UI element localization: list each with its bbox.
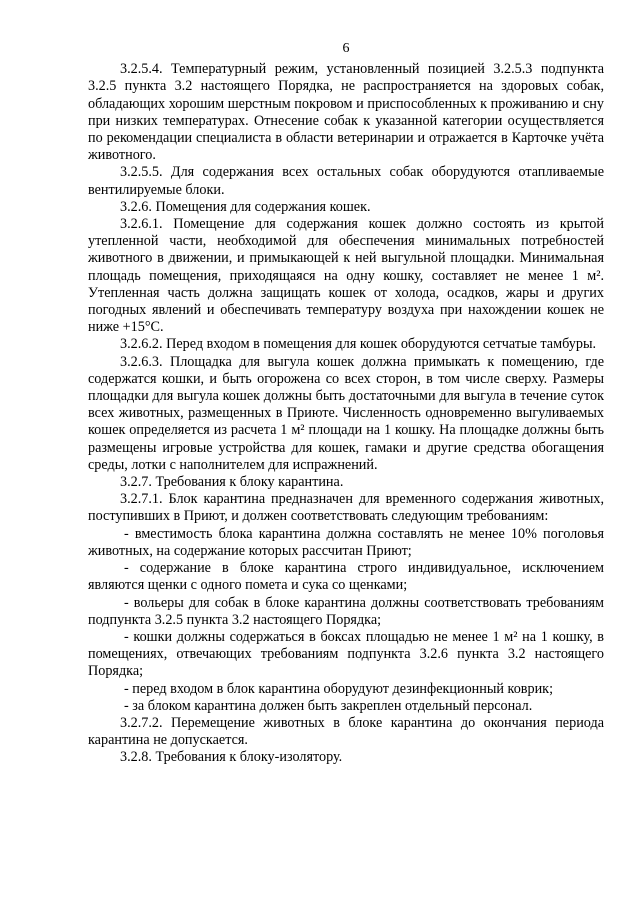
paragraph-3-2-6-3: 3.2.6.3. Площадка для выгула кошек должна примыкать к помещению, где содержатся кошки, и быть огорожена со всех сторон, в том числе сверху. Размеры площадки для выгула кошек должны быть достаточными для выгула в течение суток всех животных, размещенных в Приюте. Численность одновременно выгуливаемых кошек определяется из расчета 1 м² площади на 1 кошку. На площадке должны быть размещены игровые устройства для кошек, гамаки и другие средства обогащения среды, лотки с наполнителем для испражнений. xyxy=(88,353,604,473)
paragraph-3-2-5-4: 3.2.5.4. Температурный режим, установленный позицией 3.2.5.3 подпункта 3.2.5 пункта 3.2 настоящего Порядка, не распространяется на здоровых собак, обладающих хорошим шерстным покровом и приспособленных к проживанию и сну при низких температурах. Отнесение собак к указанной категории осуществляется по рекомендации специалиста в области ветеринарии и отражается в Карточке учёта животного. xyxy=(88,61,604,164)
paragraph-3-2-7-1: 3.2.7.1. Блок карантина предназначен для временного содержания животных, поступивших в Приют, и должен соответствовать следующим требованиям: xyxy=(88,491,604,525)
paragraph-3-2-6-1: 3.2.6.1. Помещение для содержания кошек должно состоять из крытой утепленной части, необходимой для обеспечения минимальных потребностей животного в движении, и примыкающей к ней выгульной площадки. Минимальная площадь помещения, приходящаяся на одну кошку, составляет не менее 1 м². Утепленная часть должна защищать кошек от холода, осадков, жары и других погодных явлений и обеспечивать температуру воздуха при нахождении кошек не ниже +15°С. xyxy=(88,216,604,336)
list-item-cat-boxes: - кошки должны содержаться в боксах площадью не менее 1 м² на 1 кошку, в помещениях, отвечающих требованиям подпункта 3.2.6 пункта 3.2 настоящего Порядка; xyxy=(88,628,604,680)
heading-3-2-7: 3.2.7. Требования к блоку карантина. xyxy=(120,474,344,491)
list-item-dog-enclosures: - вольеры для собак в блоке карантина должны соответствовать требованиям подпункта 3.2.5 пункта 3.2 настоящего Порядка; xyxy=(88,594,604,628)
document-page xyxy=(88,40,604,767)
page-number: 6 xyxy=(342,41,350,56)
list-item-staff: - за блоком карантина должен быть закреплен отдельный персонал. xyxy=(124,697,533,714)
paragraph-3-2-5-5: 3.2.5.5. Для содержания всех остальных собак оборудуются отапливаемые вентилируемые блоки. xyxy=(88,164,604,198)
list-item-capacity: - вместимость блока карантина должна составлять не менее 10% поголовья животных, на содержание которых рассчитан Приют; xyxy=(88,525,604,559)
heading-3-2-8: 3.2.8. Требования к блоку-изолятору. xyxy=(120,749,343,766)
list-item-disinfection-mat: - перед входом в блок карантина оборудуют дезинфекционный коврик; xyxy=(124,680,554,697)
paragraph-3-2-7-2: 3.2.7.2. Перемещение животных в блоке карантина до окончания периода карантина не допускается. xyxy=(88,714,604,749)
heading-3-2-6: 3.2.6. Помещения для содержания кошек. xyxy=(120,198,371,215)
paragraph-3-2-6-2: 3.2.6.2. Перед входом в помещения для кошек оборудуются сетчатые тамбуры. xyxy=(120,336,597,353)
list-item-individual: - содержание в блоке карантина строго индивидуальное, исключением являются щенки с одного помета и сука со щенками; xyxy=(88,560,604,594)
